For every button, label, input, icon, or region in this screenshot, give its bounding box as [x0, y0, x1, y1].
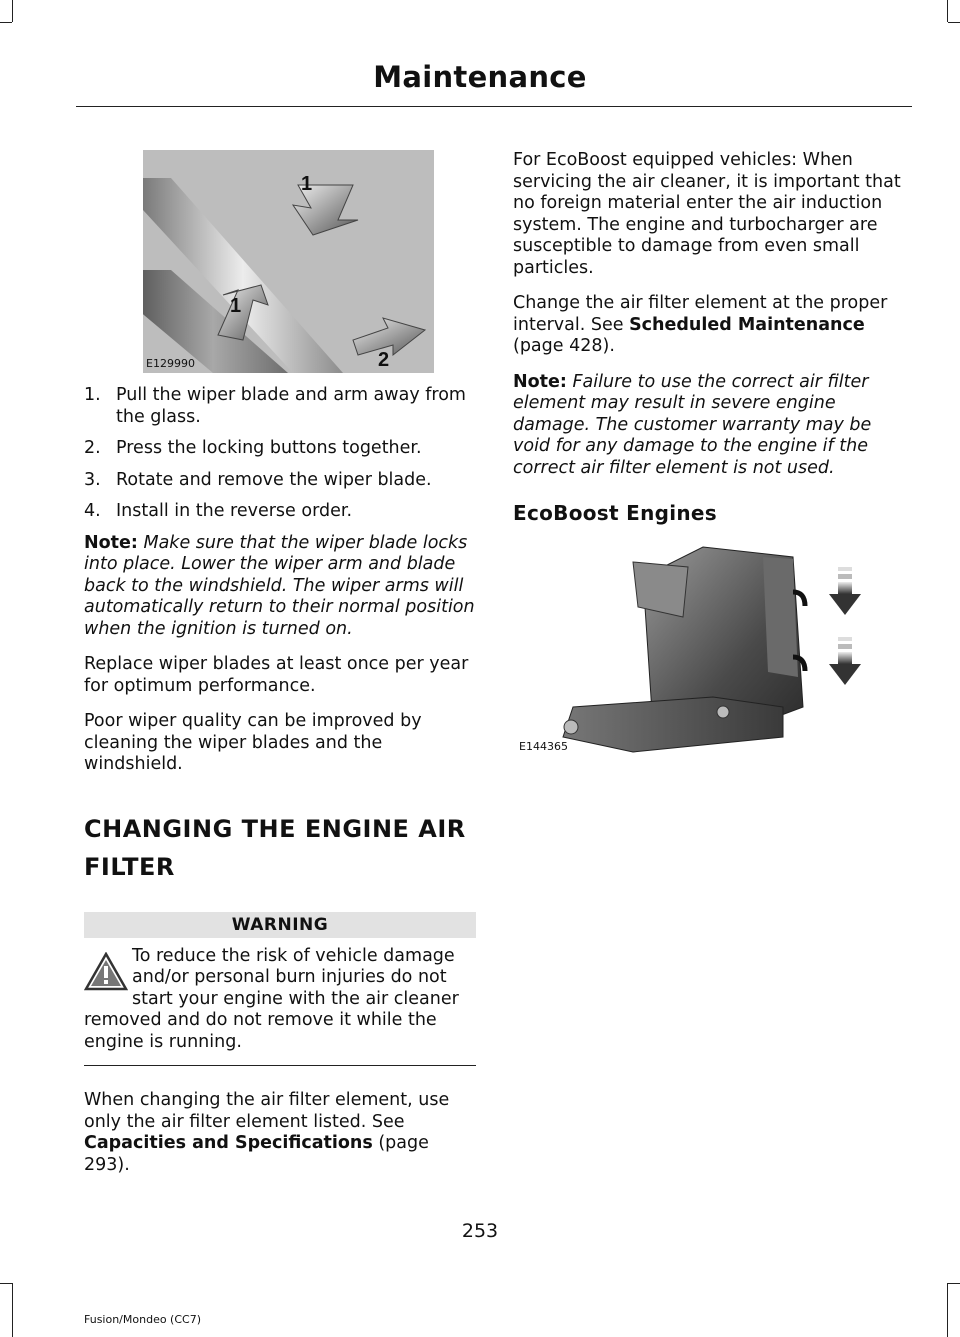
paragraph-interval: [513, 293, 908, 358]
steps-list: [84, 385, 476, 523]
paragraph-filter: [84, 1090, 476, 1176]
page-number: 253: [461, 1220, 499, 1242]
crop-mark: [948, 22, 960, 23]
wiper-figure: [143, 150, 434, 373]
down-arrow-icon: [829, 637, 861, 685]
note-wiper: [84, 533, 476, 641]
warning-box: [84, 912, 476, 1067]
paragraph-ecoboost: For EcoBoost equipped vehicles: When servicing the air cleaner, it is important that no foreign material enter the air induction system. The engine and turbocharger are susceptible to damage from even small particles.: [513, 150, 901, 278]
crop-mark: [12, 0, 13, 22]
warning-icon: [84, 952, 128, 992]
note-label: Note:: [84, 532, 138, 553]
paragraph-quality: Poor wiper quality can be improved by cleaning the wiper blades and the windshield.: [84, 711, 422, 774]
crop-mark: [948, 1283, 960, 1284]
housing-lid: [763, 557, 798, 677]
right-column: [513, 150, 908, 767]
crop-mark: [0, 1283, 12, 1284]
header-divider: [76, 106, 912, 107]
crop-mark: [947, 1283, 948, 1337]
list-item: [84, 385, 476, 428]
footer-model: Fusion/Mondeo (CC7): [84, 1313, 202, 1326]
crop-mark: [12, 1283, 13, 1337]
paragraph-text: Change the air filter element at the proper interval. See: [513, 293, 888, 335]
section-heading-line: FILTER: [84, 852, 175, 881]
paragraph-replace: Replace wiper blades at least once per year for optimum performance.: [84, 654, 469, 696]
step-number: 3.: [84, 469, 101, 490]
air-filter-illustration: [513, 537, 893, 767]
step-number: 1.: [84, 385, 101, 405]
section-heading-line: CHANGING THE ENGINE AIR: [84, 814, 466, 843]
intake-tube: [633, 562, 688, 617]
list-item: [84, 470, 476, 492]
subheading-ecoboost: EcoBoost Engines: [513, 501, 717, 525]
note-text: Make sure that the wiper blade locks into place. Lower the wiper arm and blade back to the windshield. The wiper arms will automatically return to their normal position when the ignition is turned on.: [84, 532, 475, 639]
note-text: Failure to use the correct air filter element may result in severe engine damage. The customer warranty may be void for any damage to the engine if the correct air filter element is not used.: [513, 371, 872, 478]
page-title: Maintenance: [373, 60, 587, 94]
air-duct: [563, 697, 783, 752]
step-number: 4.: [84, 501, 101, 521]
section-heading: [84, 810, 476, 886]
page-reference: (page 293).: [84, 1133, 429, 1175]
step-text: Install in the reverse order.: [116, 501, 353, 521]
step-text: Press the locking buttons together.: [116, 438, 422, 458]
warning-body: [84, 938, 476, 1067]
crop-mark: [0, 22, 12, 23]
figure-code: E144365: [519, 740, 568, 753]
callout-label: 2: [378, 349, 390, 371]
step-text: Rotate and remove the wiper blade.: [116, 469, 432, 490]
warning-title: WARNING: [84, 912, 476, 938]
scheduled-maintenance-link[interactable]: Scheduled Maintenance: [629, 314, 865, 335]
figure-code: E129990: [146, 357, 195, 370]
capacities-link[interactable]: Capacities and Specifications: [84, 1133, 373, 1153]
step-number: 2.: [84, 438, 101, 458]
note-label: Note:: [513, 371, 567, 392]
warning-text: To reduce the risk of vehicle damage and/or personal burn injuries do not start your engine with the air cleaner removed and do not remove it while the engine is running.: [84, 945, 459, 1052]
paragraph-text: When changing the air filter element, use only the air filter element listed. See: [84, 1090, 450, 1132]
down-arrow-icon: [829, 567, 861, 615]
wiper-illustration: [143, 150, 434, 373]
crop-mark: [947, 0, 948, 22]
callout-label: 1: [230, 295, 242, 317]
page-reference: (page 428).: [513, 336, 615, 356]
list-item: [84, 438, 476, 460]
list-item: [84, 501, 476, 523]
callout-label: 1: [301, 173, 313, 195]
fastener-icon: [564, 720, 578, 734]
step-text: Pull the wiper blade and arm away from the glass.: [116, 385, 466, 427]
left-column: [84, 150, 476, 1176]
engine-figure: [513, 537, 893, 767]
fastener-icon: [717, 706, 729, 718]
note-filter: [513, 372, 908, 480]
